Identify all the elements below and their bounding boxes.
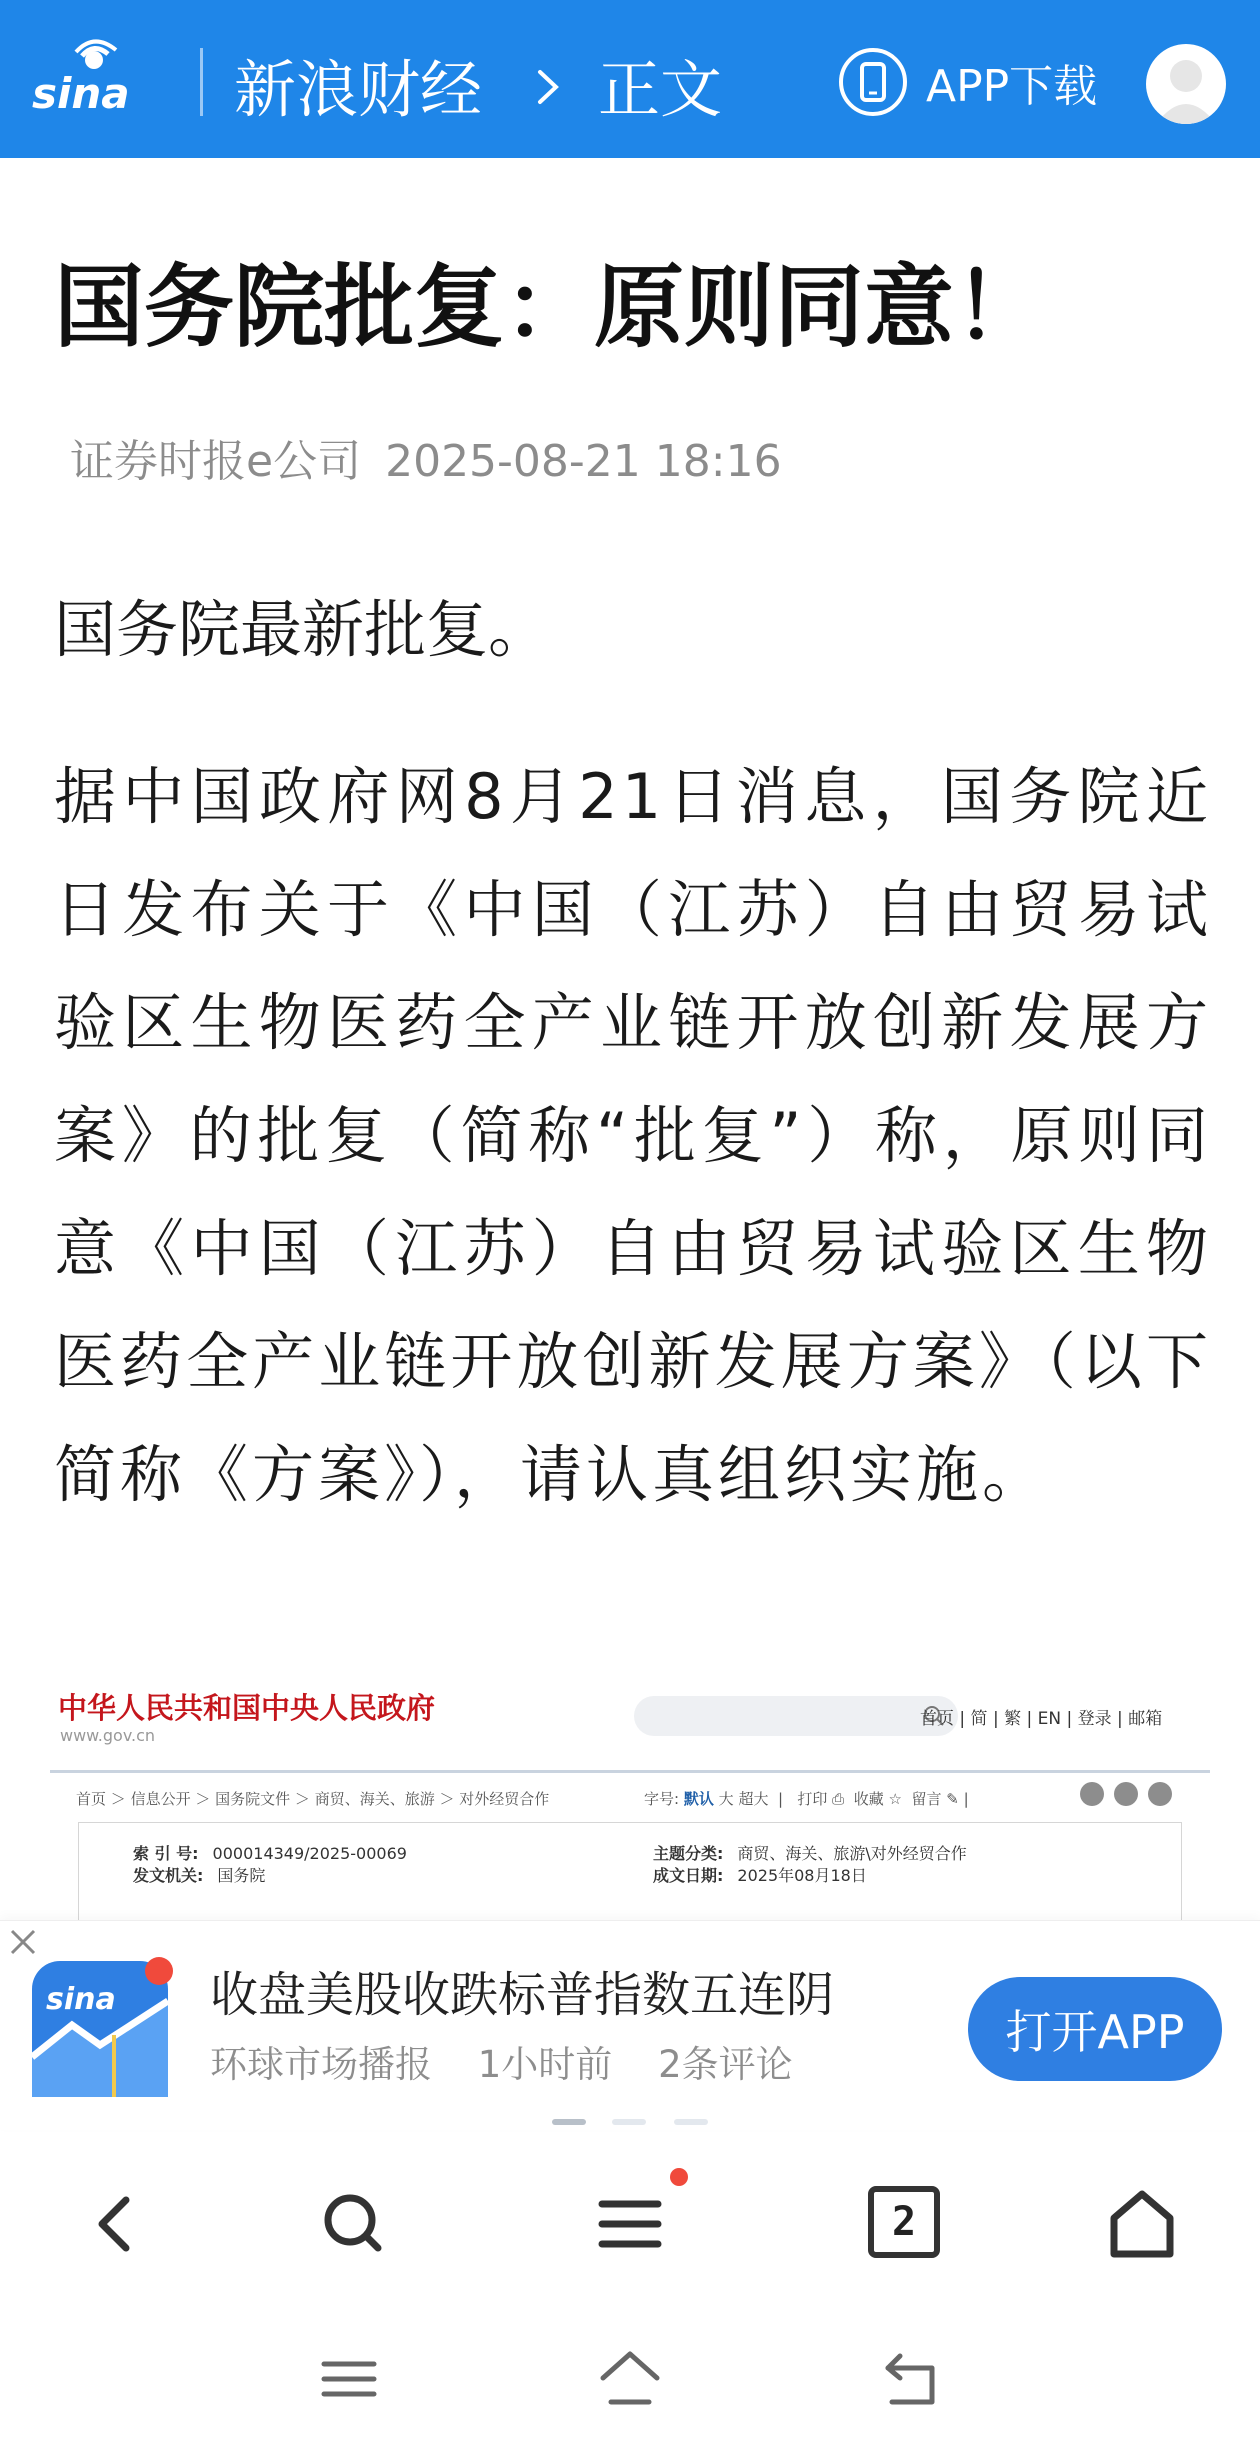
tabs-icon[interactable] <box>862 2182 946 2266</box>
search-icon[interactable] <box>312 2182 396 2266</box>
avatar[interactable] <box>1146 44 1226 124</box>
header-divider <box>200 48 203 116</box>
menu-icon[interactable] <box>588 2182 672 2266</box>
gov-top-links: 首页 | 简 | 繁 | EN | 登录 | 邮箱 <box>920 1709 1163 1729</box>
pager-dot-active <box>552 2119 586 2125</box>
system-nav-bar <box>0 2310 1260 2454</box>
app-promo-banner[interactable] <box>0 1920 1260 2130</box>
article-body: 据中国政府网8月21日消息，国务院近日发布关于《中国（江苏）自由贸易试验区生物医药全产业链开放创新发展方案》的批复（简称“批复”）称，原则同意《中国（江苏）自由贸易试验区生物医药全产业链开放创新发展方案》（以下简称《方案》），请认真组织实施。 <box>54 760 1212 1511</box>
gov-tools: 字号: 默认 大 超大 | 打印 ⎙ 收藏 ☆ 留言 ✎ | <box>644 1790 969 1808</box>
svg-text:sina: sina <box>46 1982 116 2017</box>
app-download-link[interactable] <box>838 44 1097 120</box>
close-icon[interactable] <box>6 1925 40 1959</box>
gov-breadcrumb: 首页 ＞ 信息公开 ＞ 国务院文件 ＞ 商贸、海关、旅游 ＞ 对外经贸合作 <box>76 1790 550 1808</box>
article-source[interactable]: 证券时报e公司 <box>70 436 362 487</box>
pager-dot <box>674 2119 708 2125</box>
star-icon <box>1148 1782 1172 1806</box>
gov-site-title: 中华人民共和国中央人民政府 <box>58 1691 436 1725</box>
notification-dot <box>145 1957 173 1985</box>
menu-notification-dot <box>670 2168 688 2186</box>
user-icon <box>1146 44 1226 124</box>
home-icon[interactable] <box>1100 2182 1184 2266</box>
back-icon[interactable] <box>876 2344 946 2414</box>
home-icon[interactable] <box>595 2344 665 2414</box>
banner-headline[interactable]: 收盘美股收跌标普指数五连阴 <box>210 1967 835 2023</box>
article-image[interactable] <box>50 1660 1210 1920</box>
gov-info-table: 索 引 号: 000014349/2025-00069 主题分类: 商贸、海关、旅游\对外经贸合作 发文机关: 国务院 成文日期: 2025年08月18日 <box>78 1822 1182 1920</box>
breadcrumb-site[interactable]: 新浪财经 <box>234 53 483 126</box>
gov-site-url: www.gov.cn <box>60 1726 156 1745</box>
weibo-icon <box>1080 1782 1104 1806</box>
banner-source: 环球市场播报 <box>210 2043 432 2086</box>
banner-time: 1小时前 <box>477 2043 613 2086</box>
back-icon[interactable] <box>76 2182 160 2266</box>
chevron-right-icon <box>530 62 566 112</box>
article-lead: 国务院最新批复。 <box>54 593 551 666</box>
banner-comments: 2条评论 <box>658 2043 793 2086</box>
article-title: 国务院批复：原则同意！ <box>54 255 1044 360</box>
sina-finance-app-icon <box>32 1961 168 2097</box>
tab-count: 2 <box>868 2186 940 2258</box>
pager-dot <box>612 2119 646 2125</box>
breadcrumb-page: 正文 <box>598 53 723 126</box>
top-header <box>0 0 1260 158</box>
recents-icon[interactable] <box>314 2344 384 2414</box>
browser-toolbar <box>0 2134 1260 2310</box>
svg-text:sina: sina <box>32 69 130 118</box>
sina-logo[interactable] <box>30 38 140 118</box>
gov-divider <box>50 1770 1210 1773</box>
phone-icon <box>838 47 908 117</box>
app-download-label: APP下载 <box>926 61 1098 112</box>
wechat-icon <box>1114 1782 1138 1806</box>
article-meta <box>70 432 782 492</box>
gov-share-icons <box>1080 1782 1172 1806</box>
gov-search-box <box>634 1696 958 1736</box>
banner-meta <box>210 2039 827 2091</box>
open-app-button[interactable]: 打开APP <box>968 1977 1222 2081</box>
article-datetime: 2025-08-21 18:16 <box>385 436 782 487</box>
